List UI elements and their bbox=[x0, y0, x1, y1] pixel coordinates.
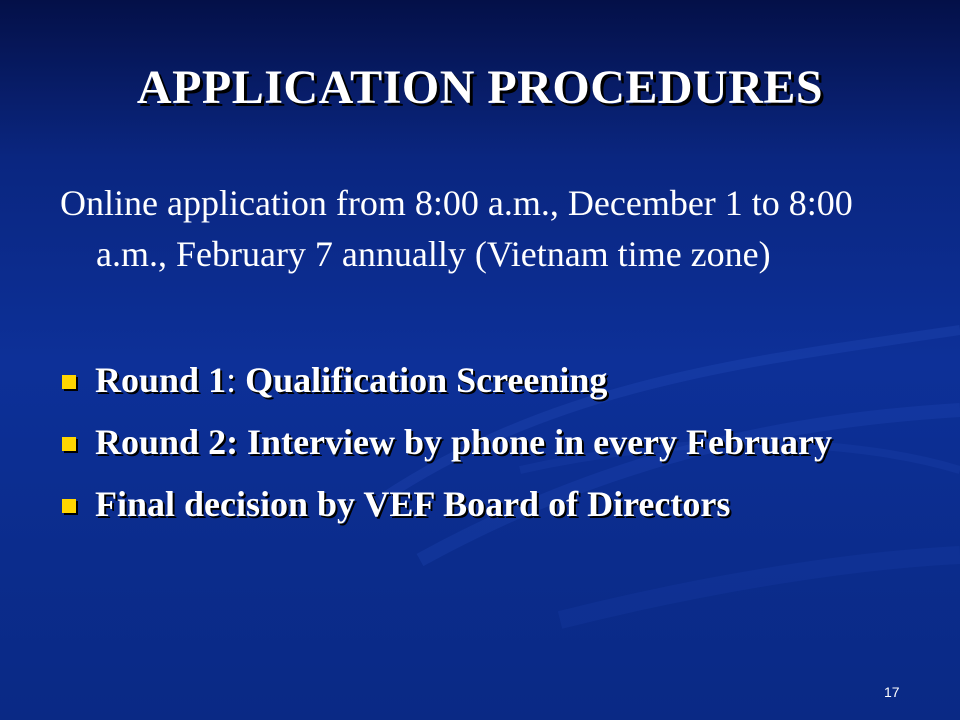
intro-text: Online application from 8:00 a.m., December 1 to 8:00 a.m., February 7 annually (Vietnam time zone) bbox=[60, 183, 853, 274]
bullet-rest: Qualification Screening bbox=[236, 360, 608, 400]
bullet-separator: : bbox=[226, 360, 237, 400]
bullet-item-round-1 bbox=[60, 355, 920, 405]
bullet-item-round-2 bbox=[60, 417, 920, 467]
bullet-text: Final decision by VEF Board of Directors bbox=[95, 484, 731, 524]
bullet-list bbox=[60, 355, 920, 541]
square-bullet-icon bbox=[62, 499, 76, 513]
bullet-lead: Round 1 bbox=[95, 360, 227, 400]
bullet-text: Round 2: Interview by phone in every February bbox=[95, 422, 832, 462]
slide-page-number: 17 bbox=[884, 684, 900, 700]
slide-title: APPLICATION PROCEDURES bbox=[136, 61, 824, 114]
bullet-item-final-decision bbox=[60, 479, 920, 529]
square-bullet-icon bbox=[62, 375, 76, 389]
square-bullet-icon bbox=[62, 437, 76, 451]
